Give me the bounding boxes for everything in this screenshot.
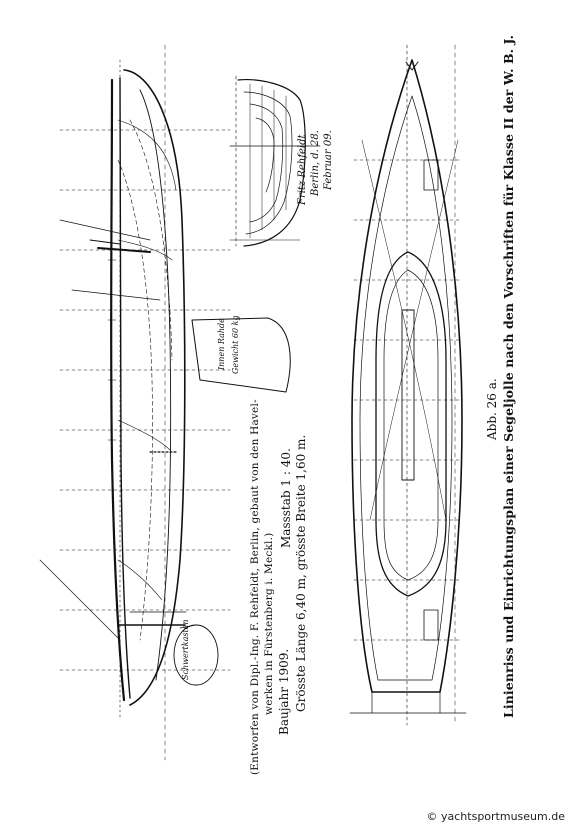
- caption-author-line-2: werken in Fürstenberg i. Meckl.): [263, 532, 275, 715]
- side-profile-view: [40, 60, 230, 720]
- caption-dimensions: Grösste Länge 6,40 m, grösste Breite 1,60 m.: [294, 434, 308, 712]
- centerboard-outline: [192, 318, 290, 392]
- deck-plan-view: [350, 45, 466, 725]
- centerboard-case-label: Schwertkasten: [181, 619, 190, 680]
- centerboard-note-1: Innen Rahde: [217, 318, 226, 370]
- signature-line-1: Fritz Rehfeldt: [297, 134, 308, 205]
- signature-line-3: Februar 09.: [323, 130, 334, 190]
- figure-title: Linienriss und Einrichtungsplan einer Segeljolle nach den Vorschriften für Klasse II der W. B. J.: [501, 34, 516, 718]
- figure-number: Abb. 26 a.: [485, 378, 499, 440]
- copyright-notice: © yachtsportmuseum.de: [426, 810, 565, 823]
- caption-author-line-1: (Entworfen von Dipl.-Ing. F. Rehfeldt, Berlin, gebaut von den Havel-: [249, 399, 261, 775]
- centerboard-note-2: Gewicht 60 kg: [231, 315, 240, 374]
- caption-scale: Massstab 1 : 40.: [279, 448, 293, 548]
- signature-line-2: Berlin, d. 28.: [310, 130, 321, 196]
- caption-build-year: Baujahr 1909.: [277, 648, 291, 735]
